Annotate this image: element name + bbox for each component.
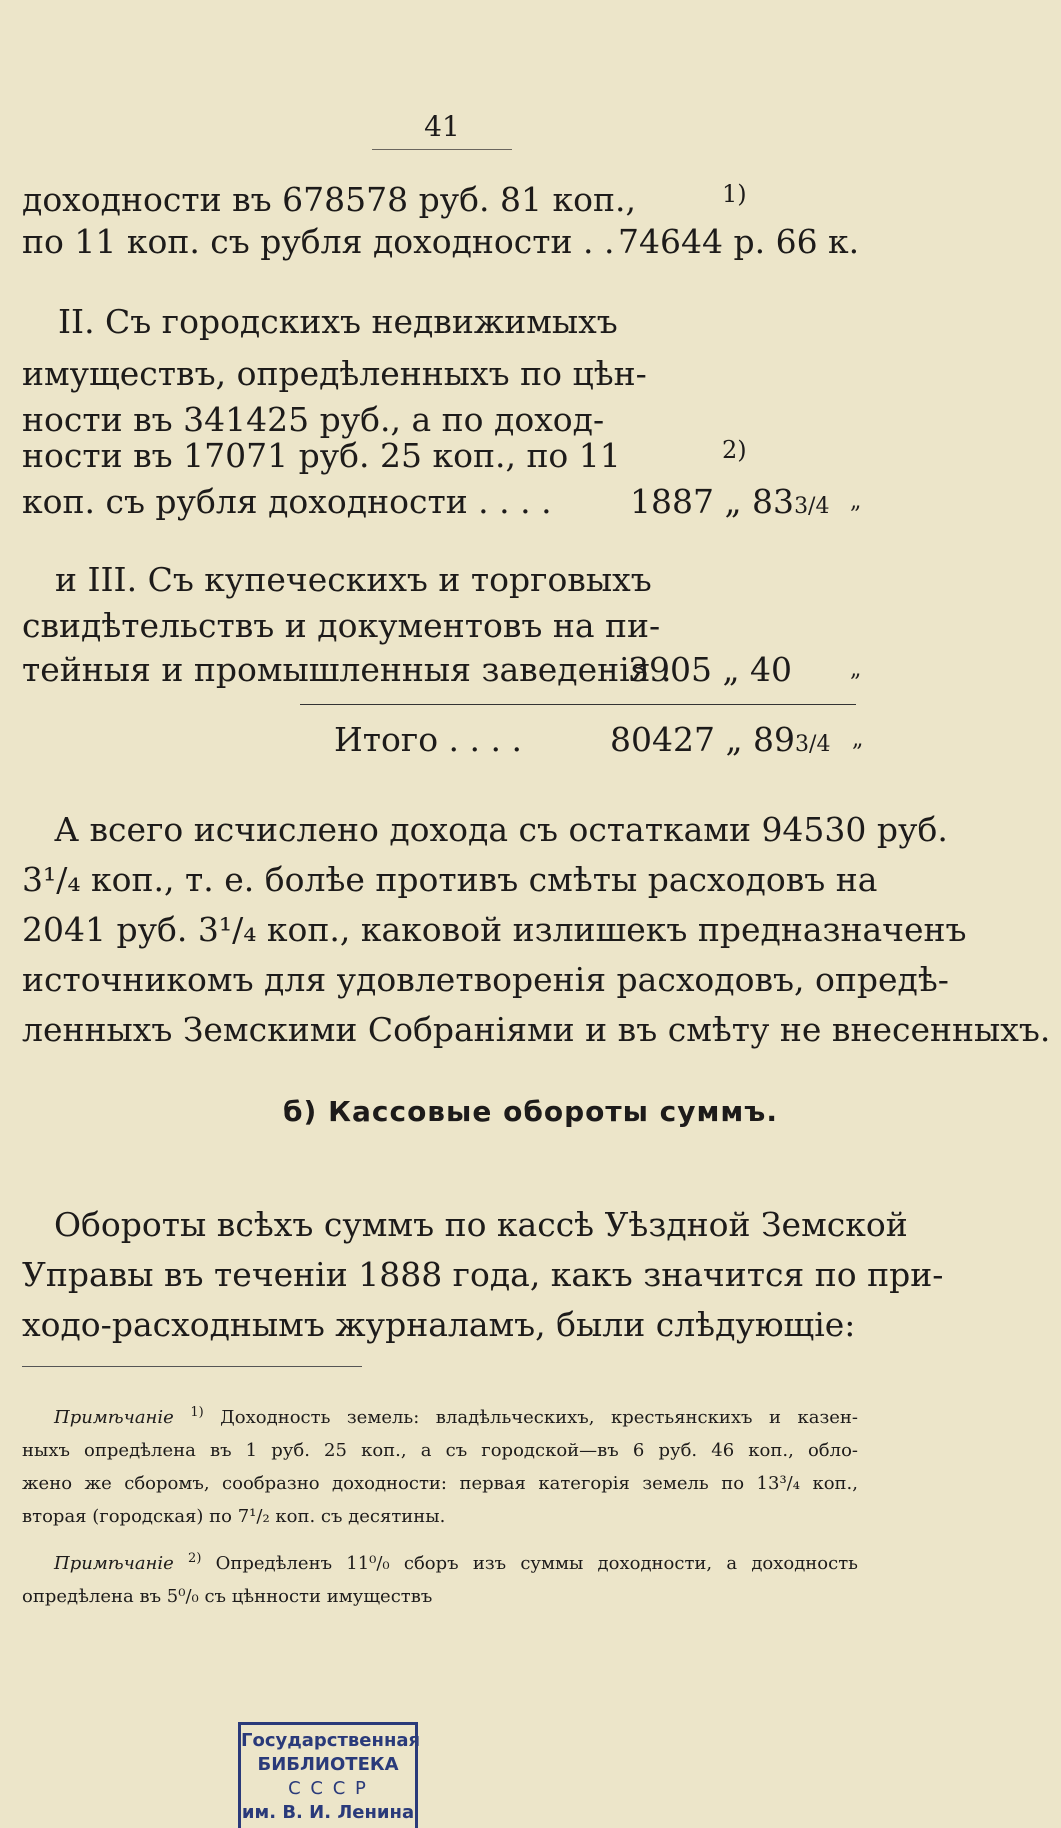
section2-line-1: II. Съ городскихъ недвижимыхъ bbox=[58, 302, 618, 341]
section2-line-3: ности въ 341425 руб., а по доход- bbox=[22, 400, 605, 439]
footnote-ref-2: 2) bbox=[722, 436, 747, 464]
section-heading: б) Кассовые обороты суммъ. bbox=[283, 1095, 778, 1128]
item2-amount-value: 1887 „ 83 bbox=[630, 482, 795, 521]
item2-fraction: 3/4 bbox=[794, 494, 830, 519]
item3-amount: 3905 „ 40 bbox=[628, 650, 793, 689]
footnote-2-mark: 2) bbox=[188, 1551, 202, 1566]
page-number: 41 bbox=[424, 110, 460, 143]
section2-line-5: коп. съ рубля доходности . . . . bbox=[22, 482, 552, 521]
footnote-2-label: Примѣчаніе bbox=[54, 1553, 174, 1574]
budget-line-2: по 11 коп. съ рубля доходности . . bbox=[22, 222, 615, 261]
paragraph-line: 3¹/₄ коп., т. е. болѣе противъ смѣты расходовъ на bbox=[22, 860, 878, 899]
footnote-1-label: Примѣчаніе bbox=[54, 1407, 174, 1428]
item2-amount bbox=[630, 482, 829, 527]
footnote-1-line: ныхъ опредѣлена въ 1 руб. 25 коп., а съ городской—въ 6 руб. 46 коп., обло- bbox=[22, 1440, 858, 1461]
page-number-rule bbox=[372, 149, 512, 150]
footnote-1 bbox=[22, 1396, 858, 1533]
sum-rule bbox=[300, 704, 856, 705]
total-fraction: 3/4 bbox=[795, 732, 831, 757]
stamp-line-1: Государственная bbox=[241, 1730, 421, 1751]
section3-line-1: и III. Съ купеческихъ и торговыхъ bbox=[55, 560, 652, 599]
stamp-line-2: БИБЛИОТЕКА bbox=[257, 1754, 399, 1775]
footnote-1-line: Доходность земель: владѣльческихъ, крестьянскихъ и казен- bbox=[220, 1407, 858, 1428]
paragraph-line: ленныхъ Земскими Собраніями и въ смѣту не внесенныхъ. bbox=[22, 1010, 1051, 1049]
budget-line-1: доходности въ 678578 руб. 81 коп., bbox=[22, 180, 636, 219]
total-ditto: „ bbox=[852, 727, 864, 752]
footnote-1-mark: 1) bbox=[190, 1405, 204, 1420]
total-label: Итого . . . . bbox=[334, 720, 522, 759]
paragraph-line: ходо-расходнымъ журналамъ, были слѣдующіе: bbox=[22, 1305, 856, 1344]
section2-line-4: ности въ 17071 руб. 25 коп., по 11 bbox=[22, 436, 621, 475]
footnote-2-line: Опредѣленъ 11⁰/₀ сборъ изъ суммы доходности, а доходность bbox=[215, 1553, 858, 1574]
footnote-rule bbox=[22, 1366, 362, 1367]
footnote-1-line: вторая (городская) по 7¹/₂ коп. съ десятины. bbox=[22, 1506, 446, 1527]
library-stamp bbox=[238, 1722, 421, 1828]
section3-line-3: тейныя и промышленныя заведенія . bbox=[22, 650, 672, 689]
paragraph-line: источникомъ для удовлетворенія расходовъ, опредѣ- bbox=[22, 960, 949, 999]
stamp-line-4: им. В. И. Ленина bbox=[241, 1802, 415, 1823]
item3-ditto: „ bbox=[850, 657, 862, 682]
paragraph-turnover bbox=[22, 1200, 944, 1350]
paragraph-line: Управы въ теченіи 1888 года, какъ значится по при- bbox=[22, 1255, 944, 1294]
paragraph-summary bbox=[22, 805, 1051, 1055]
paragraph-line: 2041 руб. 3¹/₄ коп., каковой излишекъ предназначенъ bbox=[22, 910, 967, 949]
total-amount bbox=[610, 720, 830, 765]
footnote-1-line: жено же сборомъ, сообразно доходности: первая категорія земель по 13³/₄ коп., bbox=[22, 1473, 858, 1494]
section3-line-2: свидѣтельствъ и документовъ на пи- bbox=[22, 606, 661, 645]
item2-ditto: „ bbox=[850, 489, 862, 514]
section2-line-2: имуществъ, опредѣленныхъ по цѣн- bbox=[22, 354, 647, 393]
item1-amount: 74644 р. 66 к. bbox=[618, 222, 860, 261]
footnote-2 bbox=[22, 1542, 858, 1613]
footnote-ref-1: 1) bbox=[722, 180, 747, 208]
paragraph-line: Обороты всѣхъ суммъ по кассѣ Уѣздной Земской bbox=[54, 1205, 908, 1244]
footnote-2-line: опредѣлена въ 5⁰/₀ съ цѣнности имуществъ bbox=[22, 1586, 433, 1607]
stamp-line-3: С С С Р bbox=[288, 1778, 368, 1799]
paragraph-line: А всего исчислено дохода съ остатками 94530 руб. bbox=[54, 810, 948, 849]
total-amount-value: 80427 „ 89 bbox=[610, 720, 796, 759]
